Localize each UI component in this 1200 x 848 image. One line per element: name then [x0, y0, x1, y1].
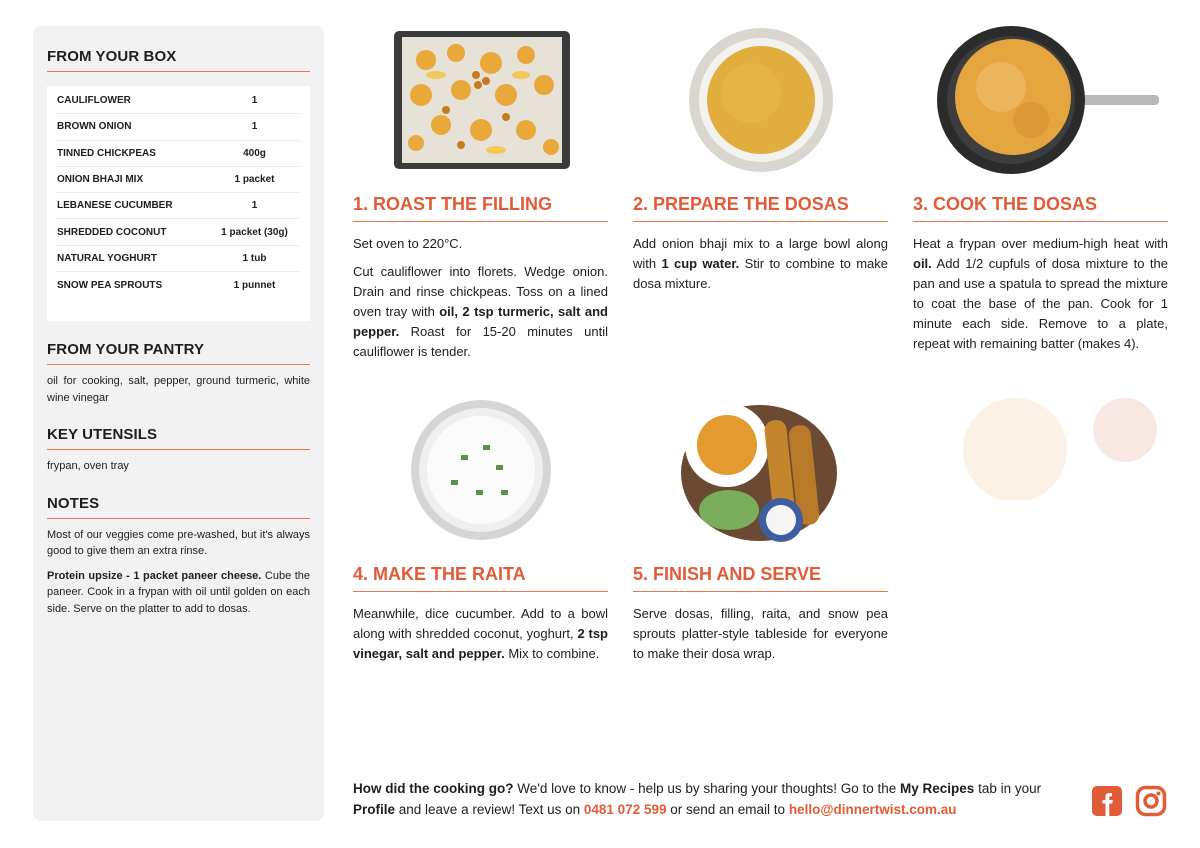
dosa-batter-photo	[633, 20, 888, 180]
ingredient-name: SNOW PEA SPROUTS	[57, 279, 163, 291]
roast-tray-photo	[353, 20, 608, 180]
ingredient-row	[57, 88, 300, 114]
step-3-title: 3. COOK THE DOSAS	[913, 194, 1168, 222]
step-3-body	[913, 234, 1168, 354]
ingredient-name: TINNED CHICKPEAS	[57, 147, 156, 159]
step-4-title: 4. MAKE THE RAITA	[353, 564, 608, 592]
step-2	[633, 20, 888, 294]
footer-text-3: and leave a review! Text us on	[395, 802, 584, 817]
footer-text-4: or send an email to	[666, 802, 789, 817]
ingredient-row	[57, 141, 300, 167]
step-2-text-end: Stir to combine to make dosa mixture.	[633, 256, 889, 291]
step-3-text-end: Add 1/2 cupfuls of dosa mixture to the pan and use a spatula to spread the mixture to coat the base of the pan. Cook for 1 minute each side. Remove to a plate, repeat with remaining batter (makes 4).	[913, 256, 1168, 351]
ingredient-row	[57, 193, 300, 219]
feedback-question: How did the cooking go?	[353, 781, 514, 796]
raita-bowl-photo	[353, 390, 608, 550]
ingredient-qty: 1	[251, 121, 258, 133]
step-1	[353, 20, 608, 362]
notes-upsize	[47, 568, 310, 618]
notes-section	[47, 495, 310, 618]
step-5-title: 5. FINISH AND SERVE	[633, 564, 888, 592]
step-4-text-end: Mix to combine.	[504, 646, 600, 661]
ingredient-name: BROWN ONION	[57, 121, 132, 133]
my-recipes-link[interactable]: My Recipes	[900, 781, 975, 796]
step-3-instructions	[913, 234, 1168, 354]
from-your-box-title: FROM YOUR BOX	[47, 40, 310, 72]
footer-text-1: We'd love to know - help us by sharing your thoughts! Go to the	[513, 781, 901, 796]
pantry-title: FROM YOUR PANTRY	[47, 341, 310, 365]
notes-text	[47, 527, 310, 618]
step-2-text: Add onion bhaji mix to a large bowl along with	[633, 236, 888, 271]
faded-dish-photo	[955, 390, 1165, 500]
utensils-text: frypan, oven tray	[47, 460, 129, 472]
step-1-title: 1. ROAST THE FILLING	[353, 194, 608, 222]
step-4	[353, 390, 608, 664]
profile-link[interactable]: Profile	[353, 802, 396, 817]
ingredient-qty: 1 tub	[242, 252, 267, 264]
upsize-bold: Protein upsize - 1 packet paneer cheese.	[47, 569, 262, 582]
step-1-oven: Set oven to 220°C.	[353, 236, 463, 251]
ingredient-row	[57, 272, 300, 298]
pantry-text: oil for cooking, salt, pepper, ground turmeric, white wine vinegar	[47, 375, 310, 404]
notes-rinse: Most of our veggies come pre-washed, but it's always good to give them an extra rinse.	[47, 528, 310, 557]
ingredient-qty: 1 packet (30g)	[221, 226, 288, 238]
upsize-text: Cube the paneer. Cook in a frypan with oil until golden on each side. Serve on the platter to add to dosas.	[47, 569, 311, 615]
ingredient-name: NATURAL YOGHURT	[57, 252, 157, 264]
serving-platter-photo	[633, 390, 888, 550]
pantry-section	[47, 341, 310, 406]
ingredient-name: ONION BHAJI MIX	[57, 174, 144, 186]
ingredient-name: CAULIFLOWER	[57, 95, 131, 107]
ingredient-row	[57, 219, 300, 245]
footer-text-2: tab in your	[974, 781, 1042, 796]
facebook-icon[interactable]	[1091, 785, 1123, 822]
ingredient-row	[57, 246, 300, 272]
step-5	[633, 390, 888, 664]
step-2-body	[633, 234, 888, 294]
ingredient-qty: 1	[251, 95, 258, 107]
step-1-text: Cut cauliflower into florets. Wedge onion. Drain and rinse chickpeas. Toss on a lined oven tray with	[353, 264, 608, 319]
ingredient-qty: 1 packet	[234, 174, 275, 186]
ingredient-qty: 1 punnet	[233, 279, 276, 291]
step-1-bold: oil, 2 tsp turmeric, salt and pepper.	[353, 304, 608, 339]
step-3-bold: oil.	[913, 256, 932, 271]
step-2-bold: 1 cup water.	[661, 256, 740, 271]
ingredient-name: LEBANESE CUCUMBER	[57, 200, 173, 212]
ingredient-qty: 400g	[243, 147, 266, 159]
feedback-footer	[353, 778, 1073, 820]
step-1-body	[353, 234, 608, 362]
step-3	[913, 20, 1168, 354]
frypan-dosa-photo	[913, 20, 1168, 180]
step-4-text: Meanwhile, dice cucumber. Add to a bowl along with shredded coconut, yoghurt,	[353, 606, 608, 641]
step-3-text: Heat a frypan over medium-high heat with	[913, 236, 1168, 251]
notes-title: NOTES	[47, 495, 310, 519]
email-link[interactable]: hello@dinnertwist.com.au	[788, 802, 957, 817]
ingredient-row	[57, 114, 300, 140]
step-2-title: 2. PREPARE THE DOSAS	[633, 194, 888, 222]
instagram-icon[interactable]	[1135, 785, 1167, 822]
utensils-title: KEY UTENSILS	[47, 426, 310, 450]
social-icons	[1091, 785, 1167, 822]
ingredient-qty: 1	[251, 200, 258, 212]
step-4-bold: 2 tsp vinegar, salt and pepper.	[353, 626, 609, 661]
ingredient-row	[57, 167, 300, 193]
sidebar	[33, 26, 324, 821]
utensils-section	[47, 426, 310, 475]
phone-link[interactable]: 0481 072 599	[583, 802, 667, 817]
step-2-instructions	[633, 234, 888, 294]
step-1-text-end: Roast for 15-20 minutes until cauliflower is tender.	[353, 324, 608, 359]
step-5-body	[633, 604, 888, 664]
step-4-body	[353, 604, 608, 664]
from-your-box-table	[47, 86, 310, 321]
step-5-instructions: Serve dosas, filling, raita, and snow pea sprouts platter-style tableside for everyone to make their dosa wrap.	[633, 606, 888, 661]
step-1-instructions	[353, 262, 608, 362]
step-4-instructions	[353, 604, 608, 664]
ingredient-name: SHREDDED COCONUT	[57, 226, 167, 238]
